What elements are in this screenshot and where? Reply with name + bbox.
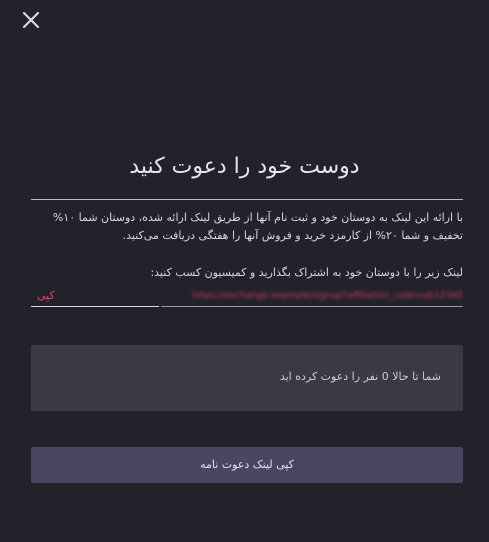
close-button[interactable] (20, 9, 42, 31)
referral-link-row (31, 286, 463, 308)
invited-count-text: شما تا حالا 0 نفر را دعوت کرده اید (279, 370, 441, 383)
referral-link-field[interactable] (161, 288, 463, 307)
dialog-title: دوست خود را دعوت کنید (129, 154, 360, 179)
copy-link-button[interactable]: کپی (37, 289, 55, 302)
title-divider (31, 199, 463, 200)
invited-count-box (31, 345, 463, 411)
share-label: لینک زیر را با دوستان خود به اشتراک بگذارید و کمیسیون کسب کنید: (150, 266, 463, 279)
copy-invite-link-button[interactable]: کپی لینک دعوت نامه (31, 447, 463, 483)
referral-link-text: https://exchange.example/signup?affiliation_code=ab12345 (192, 291, 463, 301)
copy-underline (31, 306, 159, 307)
description-text: با ارائه این لینک به دوستان خود و ثبت نام آنها از طریق لینک ارائه شده، دوستان شما ۱۰% تخفیف و شما ۲۰% از کارمزد خرید و فروش آنها را هفتگی دریافت می‌کنید. (52, 211, 463, 242)
close-icon (20, 9, 42, 31)
